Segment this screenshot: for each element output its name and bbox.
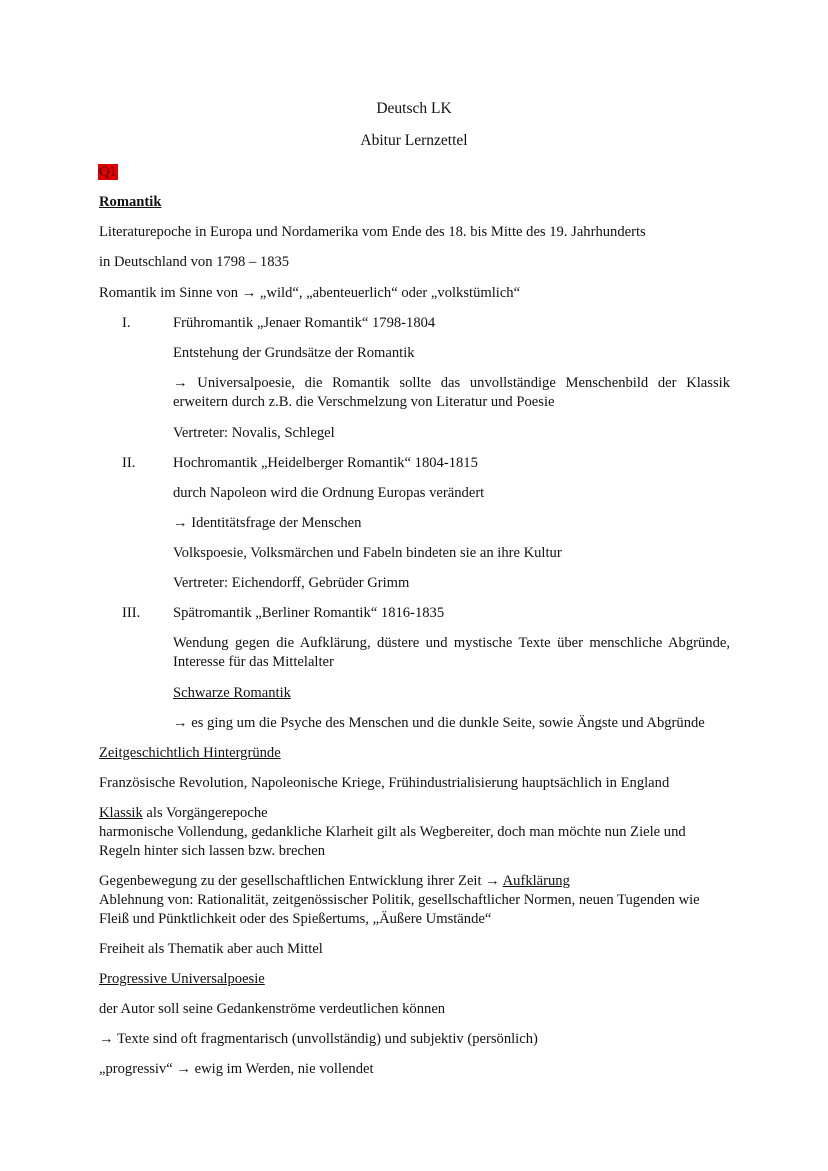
phase-numeral: III.: [122, 605, 141, 621]
universalpoesie-line: → Texte sind oft fragmentarisch (unvollständig) und subjektiv (persönlich): [99, 1031, 538, 1047]
phase-numeral: II.: [122, 455, 136, 471]
aufklaerung-line: [99, 872, 570, 891]
q1-tag: Q1: [99, 164, 117, 180]
phase-line: Vertreter: Novalis, Schlegel: [173, 425, 335, 441]
background-text: Französische Revolution, Napoleonische Kriege, Frühindustrialisierung hauptsächlich in England: [99, 775, 670, 791]
section-heading: Romantik: [99, 194, 162, 210]
aufklaerung-text: Ablehnung von: Rationalität, zeitgenössischer Politik, gesellschaftlicher Normen, neuen Tugenden wie Fleiß und Pünktlichkeit oder des Spießertums, „Äußere Umstände“: [99, 892, 700, 927]
universalpoesie-line: „progressiv“ → ewig im Werden, nie vollendet: [99, 1061, 374, 1077]
intro-line: in Deutschland von 1798 – 1835: [99, 254, 290, 270]
phase-line: → Universalpoesie, die Romantik sollte das unvollständige Menschenbild der Klassik erweitern durch z.B. die Verschmelzung von Literatur und Poesie: [173, 375, 730, 410]
aufklaerung-term: Aufklärung: [502, 873, 570, 889]
phase-numeral: I.: [122, 315, 131, 331]
freiheit-line: Freiheit als Thematik aber auch Mittel: [99, 941, 323, 957]
klassik-term: Klassik: [99, 805, 143, 821]
phase-line: → es ging um die Psyche des Menschen und die dunkle Seite, sowie Ängste und Abgründe: [173, 715, 705, 731]
phase-line: durch Napoleon wird die Ordnung Europas verändert: [173, 485, 485, 501]
universalpoesie-heading: Progressive Universalpoesie: [99, 971, 265, 987]
universalpoesie-line: der Autor soll seine Gedankenströme verdeutlichen können: [99, 1001, 446, 1017]
phase-line: → Identitätsfrage der Menschen: [173, 515, 362, 531]
klassik-rest: als Vorgängerepoche: [142, 805, 268, 821]
phase-line: Entstehung der Grundsätze der Romantik: [173, 345, 415, 361]
phase-title: Spätromantik „Berliner Romantik“ 1816-1835: [173, 605, 445, 621]
intro-line: Literaturepoche in Europa und Nordamerika vom Ende des 18. bis Mitte des 19. Jahrhunderts: [99, 224, 646, 240]
phase-line: Wendung gegen die Aufklärung, düstere und mystische Texte über menschliche Abgründe, Interesse für das Mittelalter: [173, 635, 730, 670]
phase-line: Volkspoesie, Volksmärchen und Fabeln bindeten sie an ihre Kultur: [173, 545, 562, 561]
phase-title: Hochromantik „Heidelberger Romantik“ 1804-1815: [173, 455, 478, 471]
aufklaerung-lead: Gegenbewegung zu der gesellschaftlichen Entwicklung ihrer Zeit →: [99, 873, 503, 889]
intro-line: Romantik im Sinne von → „wild“, „abenteuerlich“ oder „volkstümlich“: [99, 285, 521, 301]
document-title: Deutsch LK: [376, 100, 452, 117]
klassik-line: [99, 804, 268, 823]
phase-title: Frühromantik „Jenaer Romantik“ 1798-1804: [173, 315, 436, 331]
subheading-schwarze-romantik: Schwarze Romantik: [173, 685, 291, 701]
background-heading: Zeitgeschichtlich Hintergründe: [99, 745, 281, 761]
phase-line: Vertreter: Eichendorff, Gebrüder Grimm: [173, 575, 410, 591]
klassik-text: harmonische Vollendung, gedankliche Klarheit gilt als Wegbereiter, doch man möchte nun Ziele und Regeln hinter sich lassen bzw. brechen: [99, 824, 686, 859]
document-subtitle: Abitur Lernzettel: [360, 132, 468, 149]
